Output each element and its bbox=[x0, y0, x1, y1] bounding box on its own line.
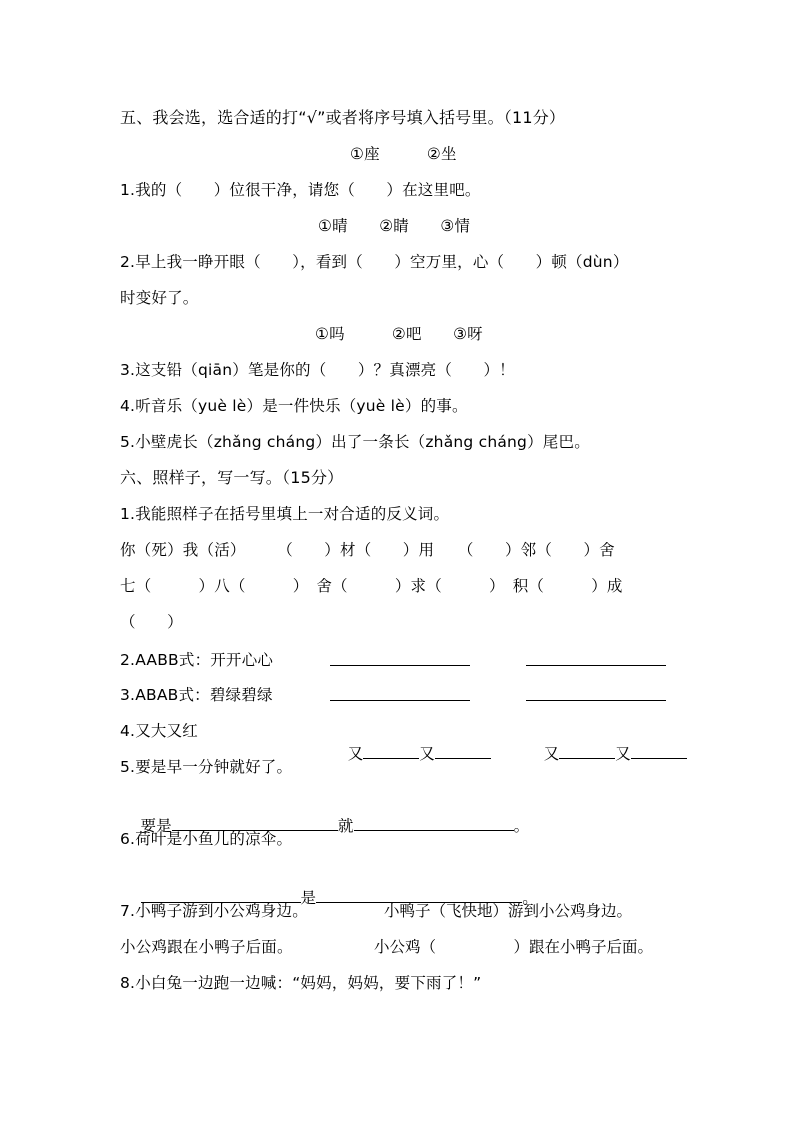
question-5: 5.小壁虎长（zhǎng cháng）出了一条长（zhǎng cháng）尾巴。 bbox=[120, 433, 590, 451]
antonym-row-1: 你（死）我（活） （ ）材（ ）用 （ ）邻（ ）舍 bbox=[120, 541, 615, 559]
period: 。 bbox=[522, 889, 538, 907]
s6-question-8: 8.小白兔一边跑一边喊：“妈妈，妈妈，要下雨了！” bbox=[120, 974, 482, 992]
antonym-row-2: 七（ ）八（ ） 舍（ ）求（ ） 积（ ）成 bbox=[120, 577, 623, 595]
s6-question-7a: 7.小鸭子游到小公鸡身边。 bbox=[120, 902, 308, 920]
you-char: 又 bbox=[347, 745, 364, 763]
antonym-row-3: （ ） bbox=[120, 613, 183, 631]
s6-question-7c: 小公鸡跟在小鸭子后面。 bbox=[120, 938, 293, 956]
period: 。 bbox=[513, 817, 530, 835]
abab-answer-2[interactable] bbox=[526, 684, 666, 707]
q5-mid: 就 bbox=[337, 817, 354, 835]
q5-prefix: 要是 bbox=[140, 817, 172, 835]
s6-question-1: 1.我能照样子在括号里填上一对合适的反义词。 bbox=[120, 505, 450, 523]
question-3: 3.这支铅（qiān）笔是你的（ ）？真漂亮（ ）！ bbox=[120, 361, 515, 379]
s6-question-4: 4.又大又红 bbox=[120, 722, 198, 740]
s6-question-7b: 小鸭子（飞快地）游到小公鸡身边。 bbox=[384, 902, 633, 920]
question-1: 1.我的（ ）位很干净，请您（ ）在这里吧。 bbox=[120, 181, 481, 199]
question-2-line2: 时变好了。 bbox=[120, 289, 199, 307]
abab-answer-1[interactable] bbox=[330, 684, 470, 707]
you-you-answer-1[interactable] bbox=[328, 720, 491, 787]
section6-title: 六、照样子，写一写。（15分） bbox=[120, 468, 344, 487]
question-4: 4.听音乐（yuè lè）是一件快乐（yuè lè）的事。 bbox=[120, 397, 468, 415]
q3-options: ①吗 ②吧 ③呀 bbox=[315, 325, 483, 343]
s6-question-3: 3.ABAB式：碧绿碧绿 bbox=[120, 686, 273, 704]
aabb-answer-1[interactable] bbox=[330, 649, 470, 672]
section5-title: 五、我会选，选合适的打“√”或者将序号填入括号里。（11分） bbox=[120, 108, 566, 127]
you-char: 又 bbox=[543, 745, 560, 763]
s6-question-7d: 小公鸡（ ）跟在小鸭子后面。 bbox=[374, 938, 654, 956]
you-char: 又 bbox=[615, 745, 631, 763]
s6-question-5: 5.要是早一分钟就好了。 bbox=[120, 758, 293, 776]
question-2-line1: 2.早上我一睁开眼（ ），看到（ ）空万里，心（ ）顿（dùn） bbox=[120, 253, 629, 271]
s6-question-6: 6.荷叶是小鱼儿的凉伞。 bbox=[120, 830, 293, 848]
s6-question-2: 2.AABB式：开开心心 bbox=[120, 651, 274, 669]
you-char: 又 bbox=[419, 745, 435, 763]
q6-mid: 是 bbox=[300, 889, 317, 907]
q1-options: ①座 ②坐 bbox=[350, 145, 457, 163]
aabb-answer-2[interactable] bbox=[526, 649, 666, 672]
you-you-answer-2[interactable] bbox=[524, 720, 687, 787]
q2-options: ①晴 ②睛 ③情 bbox=[318, 217, 471, 235]
